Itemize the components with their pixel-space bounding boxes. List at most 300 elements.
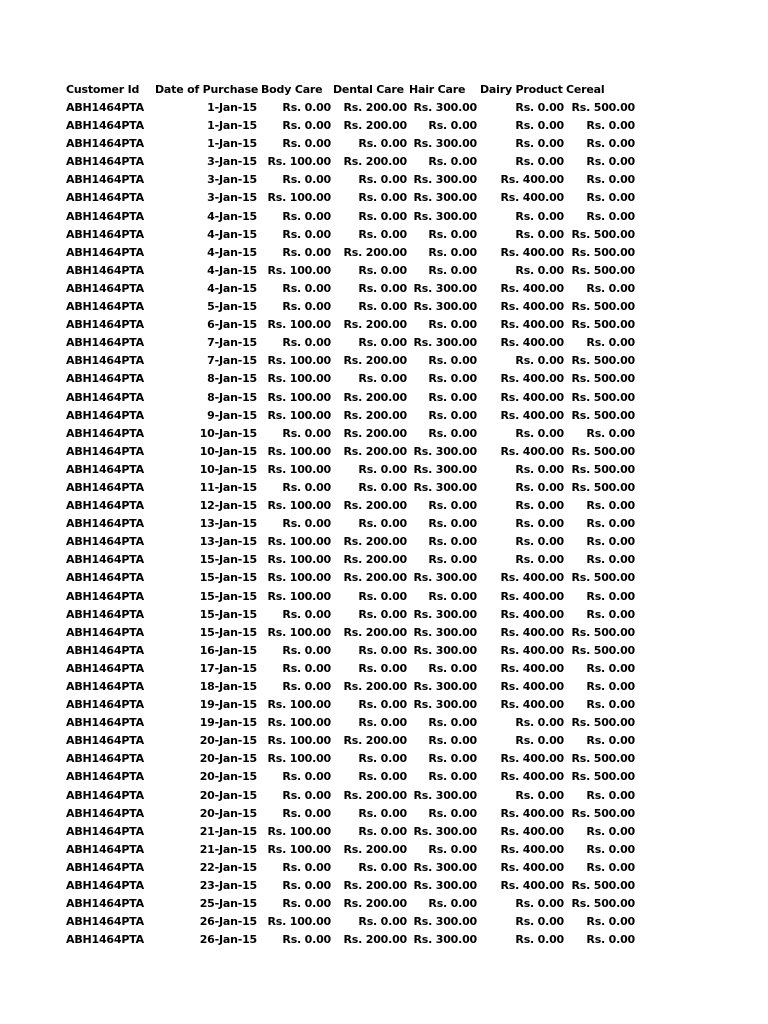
cell-cereal: Rs. 500.00 xyxy=(571,300,635,314)
cell-customer-id: ABH1464PTA xyxy=(66,137,144,151)
cell-dairy-product: Rs. 400.00 xyxy=(500,571,564,585)
cell-dental-care: Rs. 200.00 xyxy=(343,571,407,585)
cell-hair-care: Rs. 0.00 xyxy=(428,354,477,368)
header-dental-care: Dental Care xyxy=(333,83,404,96)
cell-dental-care: Rs. 200.00 xyxy=(343,354,407,368)
table-row xyxy=(0,913,768,931)
table-row xyxy=(0,352,768,370)
cell-customer-id: ABH1464PTA xyxy=(66,879,144,893)
cell-body-care: Rs. 0.00 xyxy=(282,173,331,187)
cell-customer-id: ABH1464PTA xyxy=(66,281,144,295)
table-row xyxy=(0,660,768,678)
cell-body-care: Rs. 100.00 xyxy=(267,354,331,368)
cell-date-of-purchase: 13-Jan-15 xyxy=(199,535,257,549)
cell-hair-care: Rs. 0.00 xyxy=(428,155,477,169)
cell-dairy-product: Rs. 400.00 xyxy=(500,643,564,657)
cell-dairy-product: Rs. 400.00 xyxy=(500,860,564,874)
cell-dental-care: Rs. 0.00 xyxy=(358,752,407,766)
cell-dental-care: Rs. 0.00 xyxy=(358,770,407,784)
cell-dental-care: Rs. 200.00 xyxy=(343,897,407,911)
cell-hair-care: Rs. 300.00 xyxy=(413,209,477,223)
table-row xyxy=(0,931,768,949)
cell-dental-care: Rs. 200.00 xyxy=(343,408,407,422)
cell-hair-care: Rs. 0.00 xyxy=(428,499,477,513)
cell-customer-id: ABH1464PTA xyxy=(66,444,144,458)
header-hair-care: Hair Care xyxy=(409,83,466,96)
table-row xyxy=(0,895,768,913)
cell-date-of-purchase: 18-Jan-15 xyxy=(199,680,257,693)
cell-dental-care: Rs. 0.00 xyxy=(358,860,407,874)
cell-body-care: Rs. 0.00 xyxy=(282,643,331,657)
cell-cereal: Rs. 0.00 xyxy=(586,137,635,151)
cell-customer-id: ABH1464PTA xyxy=(66,915,144,929)
cell-date-of-purchase: 23-Jan-15 xyxy=(199,879,257,893)
cell-date-of-purchase: 17-Jan-15 xyxy=(199,661,257,675)
cell-cereal: Rs. 0.00 xyxy=(586,824,635,838)
cell-customer-id: ABH1464PTA xyxy=(66,191,144,205)
cell-dental-care: Rs. 200.00 xyxy=(343,788,407,802)
cell-customer-id: ABH1464PTA xyxy=(66,499,144,513)
cell-hair-care: Rs. 0.00 xyxy=(428,119,477,133)
cell-dairy-product: Rs. 400.00 xyxy=(500,408,564,422)
cell-body-care: Rs. 100.00 xyxy=(267,390,331,404)
cell-customer-id: ABH1464PTA xyxy=(66,589,144,603)
table-row xyxy=(0,280,768,298)
table-row xyxy=(0,606,768,624)
cell-date-of-purchase: 7-Jan-15 xyxy=(207,354,257,368)
cell-customer-id: ABH1464PTA xyxy=(66,842,144,856)
cell-body-care: Rs. 0.00 xyxy=(282,137,331,151)
cell-cereal: Rs. 500.00 xyxy=(571,806,635,820)
header-cereal: Cereal xyxy=(566,83,605,96)
cell-hair-care: Rs. 0.00 xyxy=(428,390,477,404)
cell-body-care: Rs. 100.00 xyxy=(267,589,331,603)
cell-body-care: Rs. 0.00 xyxy=(282,860,331,874)
cell-dental-care: Rs. 0.00 xyxy=(358,643,407,657)
cell-body-care: Rs. 0.00 xyxy=(282,933,331,947)
cell-dental-care: Rs. 0.00 xyxy=(358,462,407,476)
cell-date-of-purchase: 3-Jan-15 xyxy=(207,191,257,205)
cell-body-care: Rs. 0.00 xyxy=(282,245,331,259)
cell-cereal: Rs. 0.00 xyxy=(586,915,635,929)
cell-date-of-purchase: 21-Jan-15 xyxy=(199,842,257,856)
cell-customer-id: ABH1464PTA xyxy=(66,625,144,639)
cell-dairy-product: Rs. 0.00 xyxy=(515,915,564,929)
cell-body-care: Rs. 0.00 xyxy=(282,806,331,820)
cell-dental-care: Rs. 0.00 xyxy=(358,191,407,205)
cell-body-care: Rs. 0.00 xyxy=(282,897,331,911)
cell-customer-id: ABH1464PTA xyxy=(66,571,144,585)
cell-cereal: Rs. 500.00 xyxy=(571,897,635,911)
cell-cereal: Rs. 500.00 xyxy=(571,571,635,585)
cell-body-care: Rs. 0.00 xyxy=(282,281,331,295)
cell-dairy-product: Rs. 400.00 xyxy=(500,752,564,766)
cell-body-care: Rs. 0.00 xyxy=(282,209,331,223)
cell-cereal: Rs. 500.00 xyxy=(571,879,635,893)
cell-body-care: Rs. 0.00 xyxy=(282,879,331,893)
cell-date-of-purchase: 3-Jan-15 xyxy=(207,155,257,169)
cell-hair-care: Rs. 300.00 xyxy=(413,879,477,893)
cell-hair-care: Rs. 0.00 xyxy=(428,426,477,440)
table-row xyxy=(0,99,768,117)
cell-date-of-purchase: 4-Jan-15 xyxy=(207,281,257,295)
table-row xyxy=(0,208,768,226)
cell-dairy-product: Rs. 0.00 xyxy=(515,155,564,169)
cell-customer-id: ABH1464PTA xyxy=(66,680,144,693)
cell-dairy-product: Rs. 0.00 xyxy=(515,462,564,476)
cell-hair-care: Rs. 300.00 xyxy=(413,336,477,350)
cell-dairy-product: Rs. 400.00 xyxy=(500,281,564,295)
cell-customer-id: ABH1464PTA xyxy=(66,643,144,657)
table-row xyxy=(0,859,768,877)
cell-date-of-purchase: 13-Jan-15 xyxy=(199,517,257,531)
cell-dental-care: Rs. 200.00 xyxy=(343,933,407,947)
cell-cereal: Rs. 0.00 xyxy=(586,281,635,295)
table-row xyxy=(0,479,768,497)
table-row xyxy=(0,298,768,316)
cell-customer-id: ABH1464PTA xyxy=(66,698,144,712)
table-row xyxy=(0,153,768,171)
cell-cereal: Rs. 500.00 xyxy=(571,318,635,332)
cell-dairy-product: Rs. 400.00 xyxy=(500,444,564,458)
header-date-of-purchase: Date of Purchase xyxy=(155,83,259,96)
cell-cereal: Rs. 500.00 xyxy=(571,752,635,766)
header-dairy-product: Dairy Product xyxy=(480,83,563,96)
cell-body-care: Rs. 100.00 xyxy=(267,734,331,748)
cell-dairy-product: Rs. 0.00 xyxy=(515,263,564,277)
cell-date-of-purchase: 1-Jan-15 xyxy=(207,119,257,133)
table-row xyxy=(0,678,768,696)
cell-hair-care: Rs. 0.00 xyxy=(428,752,477,766)
cell-dairy-product: Rs. 400.00 xyxy=(500,842,564,856)
cell-body-care: Rs. 0.00 xyxy=(282,517,331,531)
cell-cereal: Rs. 0.00 xyxy=(586,426,635,440)
cell-customer-id: ABH1464PTA xyxy=(66,607,144,621)
cell-dairy-product: Rs. 0.00 xyxy=(515,933,564,947)
cell-customer-id: ABH1464PTA xyxy=(66,227,144,241)
cell-dental-care: Rs. 200.00 xyxy=(343,318,407,332)
cell-hair-care: Rs. 0.00 xyxy=(428,318,477,332)
cell-date-of-purchase: 19-Jan-15 xyxy=(199,716,257,730)
cell-cereal: Rs. 500.00 xyxy=(571,227,635,241)
cell-dairy-product: Rs. 400.00 xyxy=(500,806,564,820)
cell-dairy-product: Rs. 400.00 xyxy=(500,661,564,675)
table-row xyxy=(0,750,768,768)
cell-date-of-purchase: 9-Jan-15 xyxy=(207,408,257,422)
cell-hair-care: Rs. 300.00 xyxy=(413,680,477,693)
cell-date-of-purchase: 3-Jan-15 xyxy=(207,173,257,187)
cell-body-care: Rs. 100.00 xyxy=(267,191,331,205)
cell-hair-care: Rs. 300.00 xyxy=(413,101,477,114)
cell-hair-care: Rs. 300.00 xyxy=(413,137,477,151)
cell-customer-id: ABH1464PTA xyxy=(66,661,144,675)
cell-date-of-purchase: 8-Jan-15 xyxy=(207,372,257,386)
table-row xyxy=(0,461,768,479)
cell-dental-care: Rs. 200.00 xyxy=(343,499,407,513)
cell-cereal: Rs. 0.00 xyxy=(586,842,635,856)
cell-dental-care: Rs. 0.00 xyxy=(358,716,407,730)
cell-customer-id: ABH1464PTA xyxy=(66,300,144,314)
cell-customer-id: ABH1464PTA xyxy=(66,318,144,332)
cell-body-care: Rs. 100.00 xyxy=(267,752,331,766)
cell-dairy-product: Rs. 0.00 xyxy=(515,227,564,241)
cell-dental-care: Rs. 200.00 xyxy=(343,879,407,893)
cell-dental-care: Rs. 0.00 xyxy=(358,607,407,621)
cell-hair-care: Rs. 0.00 xyxy=(428,770,477,784)
cell-dental-care: Rs. 0.00 xyxy=(358,137,407,151)
cell-customer-id: ABH1464PTA xyxy=(66,155,144,169)
cell-hair-care: Rs. 0.00 xyxy=(428,661,477,675)
cell-customer-id: ABH1464PTA xyxy=(66,716,144,730)
cell-dairy-product: Rs. 400.00 xyxy=(500,372,564,386)
cell-dairy-product: Rs. 400.00 xyxy=(500,607,564,621)
cell-date-of-purchase: 20-Jan-15 xyxy=(199,806,257,820)
table-row xyxy=(0,244,768,262)
cell-cereal: Rs. 0.00 xyxy=(586,499,635,513)
cell-hair-care: Rs. 0.00 xyxy=(428,806,477,820)
cell-cereal: Rs. 500.00 xyxy=(571,245,635,259)
cell-dairy-product: Rs. 0.00 xyxy=(515,209,564,223)
cell-cereal: Rs. 0.00 xyxy=(586,535,635,549)
cell-cereal: Rs. 500.00 xyxy=(571,444,635,458)
cell-cereal: Rs. 0.00 xyxy=(586,119,635,133)
table-row xyxy=(0,877,768,895)
cell-dental-care: Rs. 0.00 xyxy=(358,281,407,295)
cell-dairy-product: Rs. 0.00 xyxy=(515,137,564,151)
cell-dairy-product: Rs. 400.00 xyxy=(500,300,564,314)
cell-dairy-product: Rs. 400.00 xyxy=(500,390,564,404)
cell-customer-id: ABH1464PTA xyxy=(66,806,144,820)
cell-hair-care: Rs. 300.00 xyxy=(413,444,477,458)
cell-dental-care: Rs. 0.00 xyxy=(358,698,407,712)
cell-body-care: Rs. 100.00 xyxy=(267,698,331,712)
cell-dental-care: Rs. 0.00 xyxy=(358,263,407,277)
cell-dental-care: Rs. 0.00 xyxy=(358,480,407,494)
cell-dental-care: Rs. 0.00 xyxy=(358,806,407,820)
cell-customer-id: ABH1464PTA xyxy=(66,263,144,277)
cell-hair-care: Rs. 0.00 xyxy=(428,553,477,567)
cell-date-of-purchase: 20-Jan-15 xyxy=(199,788,257,802)
cell-body-care: Rs. 100.00 xyxy=(267,263,331,277)
cell-cereal: Rs. 500.00 xyxy=(571,372,635,386)
cell-date-of-purchase: 21-Jan-15 xyxy=(199,824,257,838)
table-row xyxy=(0,823,768,841)
cell-date-of-purchase: 26-Jan-15 xyxy=(199,915,257,929)
cell-body-care: Rs. 0.00 xyxy=(282,119,331,133)
cell-body-care: Rs. 100.00 xyxy=(267,408,331,422)
cell-hair-care: Rs. 300.00 xyxy=(413,824,477,838)
cell-body-care: Rs. 0.00 xyxy=(282,336,331,350)
table-body xyxy=(0,99,768,949)
cell-body-care: Rs. 100.00 xyxy=(267,571,331,585)
cell-cereal: Rs. 0.00 xyxy=(586,734,635,748)
header-body-care: Body Care xyxy=(261,83,323,96)
cell-dairy-product: Rs. 400.00 xyxy=(500,191,564,205)
cell-date-of-purchase: 16-Jan-15 xyxy=(199,643,257,657)
table-row xyxy=(0,768,768,786)
cell-dairy-product: Rs. 0.00 xyxy=(515,517,564,531)
cell-date-of-purchase: 1-Jan-15 xyxy=(207,101,257,114)
cell-hair-care: Rs. 300.00 xyxy=(413,173,477,187)
cell-dental-care: Rs. 200.00 xyxy=(343,390,407,404)
cell-body-care: Rs. 0.00 xyxy=(282,101,331,114)
cell-cereal: Rs. 0.00 xyxy=(586,860,635,874)
cell-hair-care: Rs. 0.00 xyxy=(428,372,477,386)
cell-date-of-purchase: 12-Jan-15 xyxy=(199,499,257,513)
cell-body-care: Rs. 100.00 xyxy=(267,444,331,458)
cell-dental-care: Rs. 200.00 xyxy=(343,553,407,567)
cell-dairy-product: Rs. 400.00 xyxy=(500,698,564,712)
cell-dental-care: Rs. 0.00 xyxy=(358,173,407,187)
table-row xyxy=(0,135,768,153)
cell-dental-care: Rs. 200.00 xyxy=(343,734,407,748)
cell-dairy-product: Rs. 0.00 xyxy=(515,426,564,440)
cell-body-care: Rs. 100.00 xyxy=(267,499,331,513)
table-row xyxy=(0,334,768,352)
cell-cereal: Rs. 0.00 xyxy=(586,698,635,712)
table-row xyxy=(0,569,768,587)
table-row xyxy=(0,696,768,714)
cell-body-care: Rs. 100.00 xyxy=(267,842,331,856)
cell-cereal: Rs. 0.00 xyxy=(586,933,635,947)
header-customer-id: Customer Id xyxy=(66,83,140,96)
cell-hair-care: Rs. 300.00 xyxy=(413,480,477,494)
cell-hair-care: Rs. 0.00 xyxy=(428,535,477,549)
cell-customer-id: ABH1464PTA xyxy=(66,860,144,874)
cell-dental-care: Rs. 200.00 xyxy=(343,625,407,639)
cell-customer-id: ABH1464PTA xyxy=(66,245,144,259)
table-row xyxy=(0,389,768,407)
cell-hair-care: Rs. 0.00 xyxy=(428,227,477,241)
table-row xyxy=(0,171,768,189)
cell-cereal: Rs. 500.00 xyxy=(571,716,635,730)
cell-dairy-product: Rs. 0.00 xyxy=(515,897,564,911)
cell-dairy-product: Rs. 0.00 xyxy=(515,101,564,114)
cell-cereal: Rs. 500.00 xyxy=(571,625,635,639)
cell-date-of-purchase: 10-Jan-15 xyxy=(199,462,257,476)
cell-dental-care: Rs. 200.00 xyxy=(343,535,407,549)
cell-dairy-product: Rs. 0.00 xyxy=(515,535,564,549)
cell-cereal: Rs. 500.00 xyxy=(571,101,635,114)
cell-dairy-product: Rs. 0.00 xyxy=(515,480,564,494)
cell-dental-care: Rs. 0.00 xyxy=(358,209,407,223)
cell-cereal: Rs. 0.00 xyxy=(586,209,635,223)
table-row xyxy=(0,732,768,750)
cell-hair-care: Rs. 300.00 xyxy=(413,462,477,476)
cell-body-care: Rs. 100.00 xyxy=(267,318,331,332)
cell-customer-id: ABH1464PTA xyxy=(66,462,144,476)
cell-date-of-purchase: 20-Jan-15 xyxy=(199,734,257,748)
cell-customer-id: ABH1464PTA xyxy=(66,770,144,784)
cell-dairy-product: Rs. 0.00 xyxy=(515,119,564,133)
cell-dental-care: Rs. 0.00 xyxy=(358,517,407,531)
cell-dairy-product: Rs. 0.00 xyxy=(515,788,564,802)
cell-customer-id: ABH1464PTA xyxy=(66,897,144,911)
cell-customer-id: ABH1464PTA xyxy=(66,734,144,748)
cell-dairy-product: Rs. 400.00 xyxy=(500,336,564,350)
cell-cereal: Rs. 0.00 xyxy=(586,553,635,567)
table-row xyxy=(0,226,768,244)
cell-body-care: Rs. 100.00 xyxy=(267,462,331,476)
table-row xyxy=(0,443,768,461)
cell-cereal: Rs. 500.00 xyxy=(571,263,635,277)
table-row xyxy=(0,515,768,533)
cell-cereal: Rs. 0.00 xyxy=(586,607,635,621)
cell-dairy-product: Rs. 0.00 xyxy=(515,499,564,513)
cell-customer-id: ABH1464PTA xyxy=(66,517,144,531)
cell-customer-id: ABH1464PTA xyxy=(66,426,144,440)
cell-cereal: Rs. 0.00 xyxy=(586,155,635,169)
cell-hair-care: Rs. 0.00 xyxy=(428,245,477,259)
cell-body-care: Rs. 0.00 xyxy=(282,227,331,241)
cell-hair-care: Rs. 300.00 xyxy=(413,281,477,295)
cell-hair-care: Rs. 300.00 xyxy=(413,571,477,585)
cell-dental-care: Rs. 200.00 xyxy=(343,155,407,169)
table-row xyxy=(0,642,768,660)
cell-date-of-purchase: 7-Jan-15 xyxy=(207,336,257,350)
cell-cereal: Rs. 0.00 xyxy=(586,191,635,205)
table-row xyxy=(0,370,768,388)
cell-hair-care: Rs. 0.00 xyxy=(428,408,477,422)
cell-hair-care: Rs. 300.00 xyxy=(413,300,477,314)
cell-body-care: Rs. 100.00 xyxy=(267,716,331,730)
cell-date-of-purchase: 19-Jan-15 xyxy=(199,698,257,712)
cell-dental-care: Rs. 0.00 xyxy=(358,824,407,838)
table-row xyxy=(0,425,768,443)
cell-customer-id: ABH1464PTA xyxy=(66,933,144,947)
cell-body-care: Rs. 0.00 xyxy=(282,300,331,314)
cell-date-of-purchase: 15-Jan-15 xyxy=(199,571,257,585)
cell-dental-care: Rs. 0.00 xyxy=(358,336,407,350)
cell-cereal: Rs. 500.00 xyxy=(571,390,635,404)
cell-customer-id: ABH1464PTA xyxy=(66,209,144,223)
table-row xyxy=(0,588,768,606)
cell-customer-id: ABH1464PTA xyxy=(66,372,144,386)
table-row xyxy=(0,316,768,334)
cell-customer-id: ABH1464PTA xyxy=(66,824,144,838)
purchase-table xyxy=(0,81,768,949)
table-row xyxy=(0,497,768,515)
cell-date-of-purchase: 8-Jan-15 xyxy=(207,390,257,404)
cell-customer-id: ABH1464PTA xyxy=(66,553,144,567)
cell-body-care: Rs. 0.00 xyxy=(282,770,331,784)
cell-dairy-product: Rs. 400.00 xyxy=(500,625,564,639)
cell-dental-care: Rs. 200.00 xyxy=(343,245,407,259)
cell-body-care: Rs. 0.00 xyxy=(282,661,331,675)
cell-body-care: Rs. 0.00 xyxy=(282,680,331,693)
cell-dental-care: Rs. 0.00 xyxy=(358,661,407,675)
cell-customer-id: ABH1464PTA xyxy=(66,408,144,422)
cell-dairy-product: Rs. 400.00 xyxy=(500,879,564,893)
cell-body-care: Rs. 100.00 xyxy=(267,824,331,838)
cell-dental-care: Rs. 0.00 xyxy=(358,372,407,386)
cell-hair-care: Rs. 300.00 xyxy=(413,788,477,802)
cell-date-of-purchase: 5-Jan-15 xyxy=(207,300,257,314)
cell-body-care: Rs. 100.00 xyxy=(267,535,331,549)
cell-hair-care: Rs. 300.00 xyxy=(413,933,477,947)
cell-date-of-purchase: 15-Jan-15 xyxy=(199,589,257,603)
cell-body-care: Rs. 100.00 xyxy=(267,553,331,567)
table-row xyxy=(0,551,768,569)
cell-date-of-purchase: 4-Jan-15 xyxy=(207,209,257,223)
cell-body-care: Rs. 100.00 xyxy=(267,372,331,386)
cell-date-of-purchase: 20-Jan-15 xyxy=(199,770,257,784)
cell-dairy-product: Rs. 400.00 xyxy=(500,318,564,332)
cell-cereal: Rs. 500.00 xyxy=(571,480,635,494)
cell-date-of-purchase: 4-Jan-15 xyxy=(207,227,257,241)
table-row xyxy=(0,787,768,805)
cell-dairy-product: Rs. 400.00 xyxy=(500,824,564,838)
